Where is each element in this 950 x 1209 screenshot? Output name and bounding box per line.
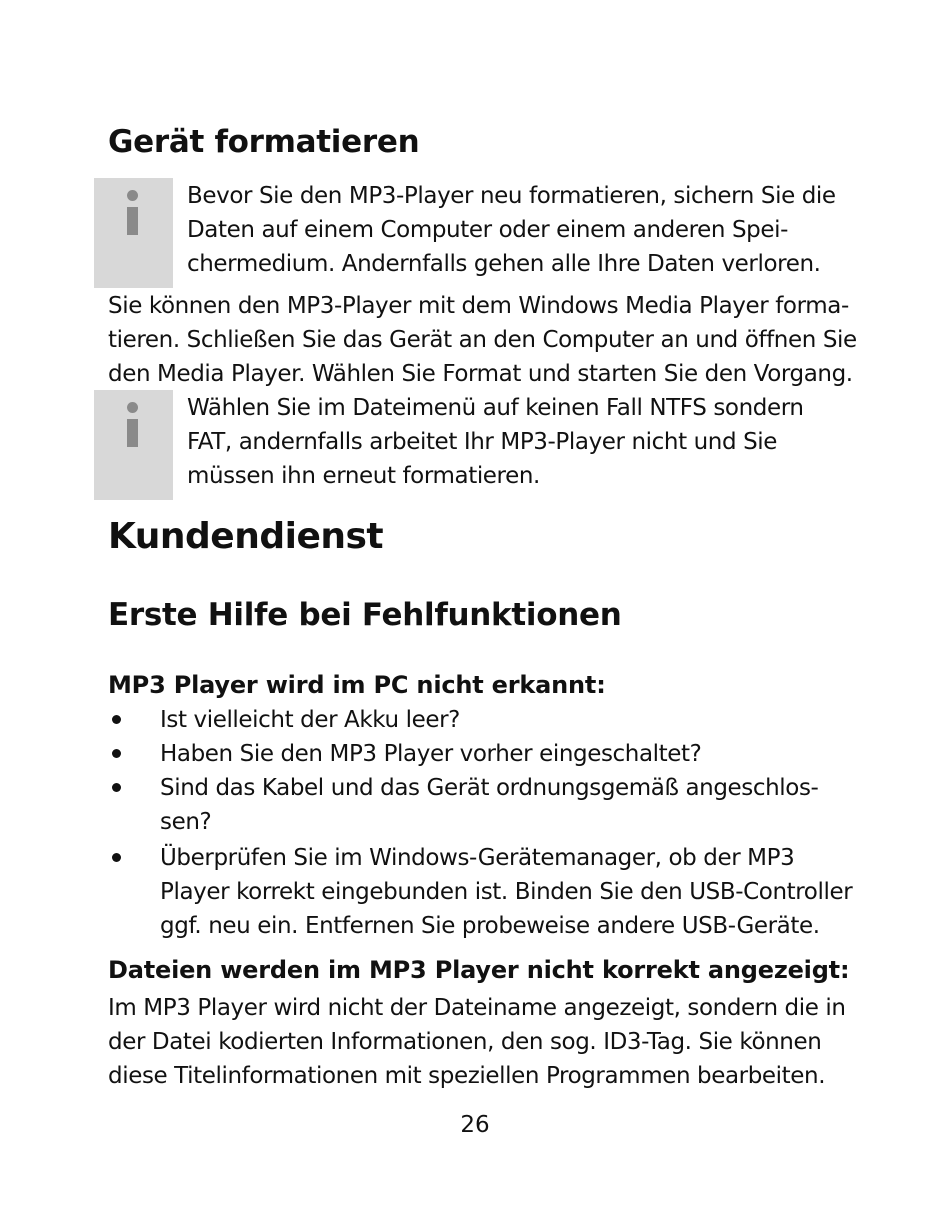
problem1-bullet-3-line-2: sen?	[160, 809, 212, 835]
problem1-bullet-4-line-1: Überprüfen Sie im Windows-Gerätemanager, ob der MP3	[160, 845, 795, 871]
problem1-bullet-4-line-2: Player korrekt eingebunden ist. Binden Sie den USB-Controller	[160, 879, 853, 905]
info-note-box-1	[94, 178, 173, 288]
problem1-heading: MP3 Player wird im PC nicht erkannt:	[108, 671, 606, 699]
problem1-bullet-3-line-1: Sind das Kabel und das Gerät ordnungsgemäß angeschlos-	[160, 775, 819, 801]
note2-line-3: müssen ihn erneut formatieren.	[187, 463, 540, 489]
page-number: 26	[460, 1112, 490, 1138]
info-icon	[124, 402, 142, 462]
bullet-dot	[112, 749, 121, 758]
format-body-line-2: tieren. Schließen Sie das Gerät an den Computer an und öffnen Sie	[108, 327, 857, 353]
problem2-body-line-1: Im MP3 Player wird nicht der Dateiname angezeigt, sondern die in	[108, 995, 846, 1021]
note2-line-2: FAT, andernfalls arbeitet Ihr MP3-Player nicht und Sie	[187, 429, 778, 455]
section-title-service: Kundendienst	[108, 516, 384, 557]
bullet-dot	[112, 853, 121, 862]
note1-line-2: Daten auf einem Computer oder einem anderen Spei-	[187, 217, 788, 243]
problem2-body-line-3: diese Titelinformationen mit speziellen Programmen bearbeiten.	[108, 1063, 826, 1089]
problem1-bullet-4-line-3: ggf. neu ein. Entfernen Sie probeweise andere USB-Geräte.	[160, 913, 820, 939]
note2-line-1: Wählen Sie im Dateimenü auf keinen Fall NTFS sondern	[187, 395, 804, 421]
format-body-line-1: Sie können den MP3-Player mit dem Windows Media Player forma-	[108, 293, 849, 319]
info-icon	[124, 190, 142, 250]
section-subtitle-first-aid: Erste Hilfe bei Fehlfunktionen	[108, 597, 622, 633]
bullet-dot	[112, 715, 121, 724]
format-body-line-3: den Media Player. Wählen Sie Format und starten Sie den Vorgang.	[108, 361, 853, 387]
problem2-body-line-2: der Datei kodierten Informationen, den sog. ID3-Tag. Sie können	[108, 1029, 822, 1055]
problem1-bullet-1: Ist vielleicht der Akku leer?	[160, 707, 460, 733]
note1-line-1: Bevor Sie den MP3-Player neu formatieren, sichern Sie die	[187, 183, 836, 209]
problem1-bullet-2: Haben Sie den MP3 Player vorher eingeschaltet?	[160, 741, 702, 767]
info-note-box-2	[94, 390, 173, 500]
bullet-dot	[112, 783, 121, 792]
problem2-heading: Dateien werden im MP3 Player nicht korrekt angezeigt:	[108, 956, 850, 984]
note1-line-3: chermedium. Andernfalls gehen alle Ihre Daten verloren.	[187, 251, 821, 277]
section-title-format: Gerät formatieren	[108, 124, 420, 160]
